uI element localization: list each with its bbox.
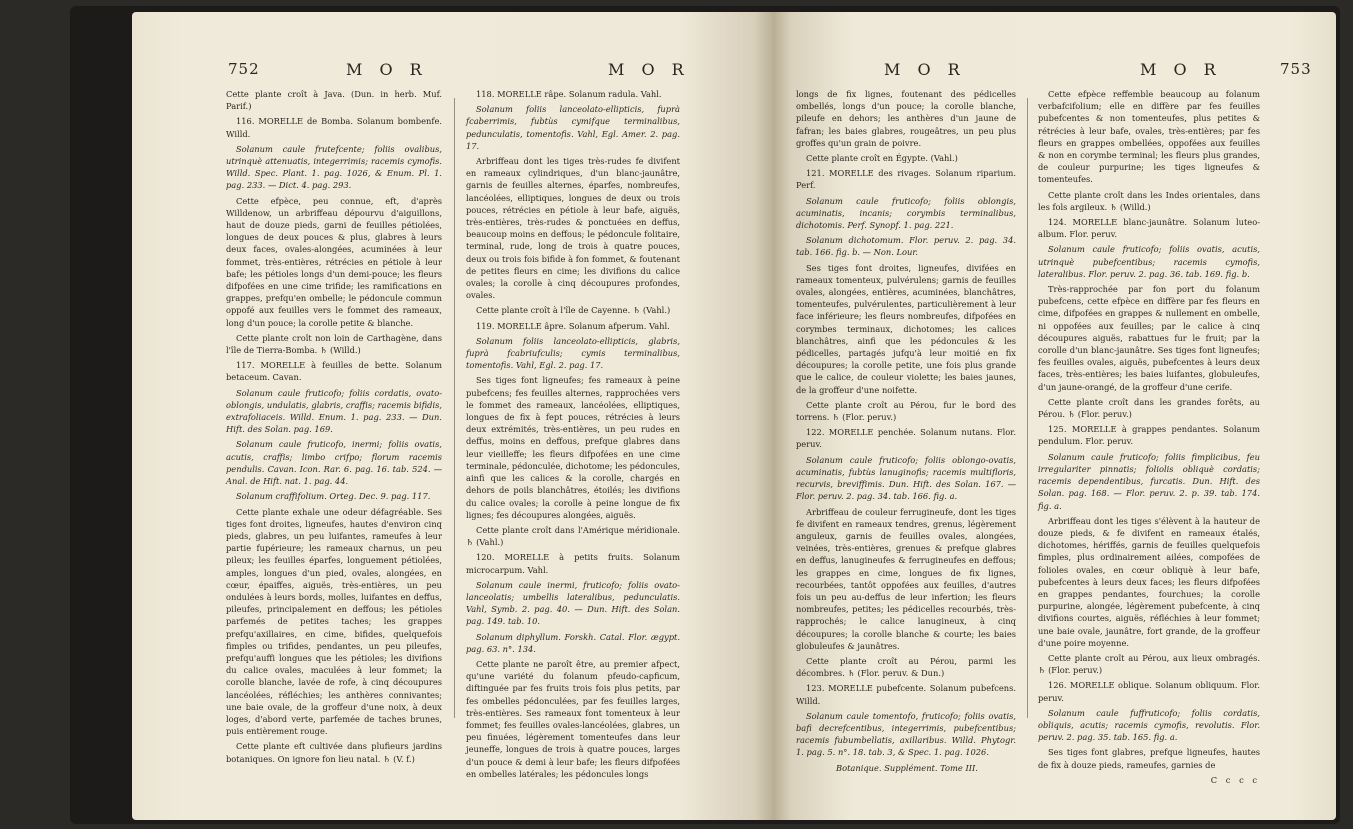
paragraph: Cette plante exhale une odeur défagréable. Ses tiges font droites, ligneufes, hautes d'environ cinq pieds, glabres, un peu luifantes, rameufes à leur partie fupérieure; les rameaux charnus, un peu pileux; les feuilles éparfes, longuement pétiolées, amples, longues d'un pied, ovales, alongées, en cœur, épaiffes, aiguës, très-entières, un peu ondulées à leurs bords, molles, luifantes en deffus, pileufes, principalement en deffous; les pétioles parfemés de petites taches; les grappes prefqu'axillaires, en cime, bifides, quelquefois fimples ou trifides, pendantes, un peu pileufes, prefqu'auffi longues que les pétioles; les divifions du calice ovales, maculées à leur fommet; la corolle blanche, lavée de rofe, à cinq découpures lancéolées, réfléchies; les anthères connivantes; une baie ovale, de la groffeur d'une noix, à deux loges, d'abord verte, parfemée de taches brunes, puis entièrement rouge. — [226, 506, 442, 737]
paragraph: Solanum caule fruticofo; foliis oblongo-ovatis, acuminatis, fubtùs lanuginofis; racemis multifloris, recurvis, breviffimis. Dun. Hift. des Solan. 167. — Flor. peruv. 2. pag. 34. tab. 166. fig. a. — [796, 454, 1016, 502]
book-spread — [70, 6, 1340, 824]
paragraph: Solanum foliis lanceolato-ellipticis, glabris, fuprà fcabriufculis; cymis terminalibus, tomentofis. Vahl, Egl. 2. pag. 17. — [466, 335, 680, 371]
paragraph: Solanum caule frutefcente; foliis ovalibus, utrinquè attenuatis, integerrimis; racemis cymofis. Willd. Spec. Plant. 1. pag. 1026, & Enum. Pl. 1. pag. 233. — Dict. 4. pag. 293. — [226, 143, 442, 191]
entry-heading: 121. MORELLE des rivages. Solanum riparium. Perf. — [796, 168, 1016, 191]
paragraph: Cette plante croît à l'île de Cayenne. ♄ (Vahl.) — [476, 305, 671, 316]
paragraph: Solanum caule tomentofo, fruticofo; foliis ovatis, bafi decrefcentibus, integerrimis, pubefcentibus; racemis fubumbellatis, axillaribus. Willd. Phytogr. 1. pag. 5. n°. 18. tab. 3, & Spec. 1. pag. 1026. — [796, 710, 1016, 758]
running-head: M O R — [346, 60, 428, 79]
entry-heading: 120. MORELLE à petits fruits. Solanum microcarpum. Vahl. — [466, 552, 680, 575]
paragraph: Solanum caule inermi, fruticofo; foliis ovato-lanceolatis; umbellis lateralibus, pedunculatis. Vahl, Symb. 2. pag. 40. — Dun. Hift. des Solan. pag. 149. tab. 10. — [466, 579, 680, 627]
running-head: M O R — [608, 60, 690, 79]
page-number: 753 — [1280, 60, 1312, 78]
text-column — [226, 88, 442, 764]
paragraph: Solanum dichotomum. Flor. peruv. 2. pag. 34. tab. 166. fig. b. — Non. Lour. — [796, 235, 1016, 258]
entry-heading: 123. MORELLE pubefcente. Solanum pubefcens. Willd. — [796, 683, 1016, 706]
right-page — [774, 12, 1336, 820]
paragraph: Ses tiges font ligneufes; fes rameaux à peine pubefcens; fes feuilles alternes, rapprochées vers le fommet des rameaux, lancéolées, elliptiques, longues de fix à fept pouces, rétrécies à leurs deux extrémités, très-entières, un peu rudes en deffus, moins en deffous, prefque glabres dans leur vieilleffe; les fleurs difpofées en une cime terminale, pédonculée, dichotome; les pédoncules, ainfi que les calices & la corolle, chargés en dehors de poils blanchâtres, étoilés; les divifions du calice ovales; la corolle à peine longue de fix lignes; fes découpures alongées, aiguës. — [466, 375, 680, 520]
paragraph: Cette plante croît en Égypte. (Vahl.) — [806, 153, 958, 164]
paragraph: Cette plante eft cultivée dans plufieurs jardins botaniques. On ignore fon lieu natal. ♄ (V. f.) — [226, 741, 442, 764]
paragraph: Solanum caule fuffruticofo; foliis cordatis, obliquis, acutis; racemis cymofis, revolutis. Flor. peruv. 2. pag. 35. tab. 165. fig. a. — [1038, 707, 1260, 743]
paragraph: Cette efpèce reffemble beaucoup au folanum verbafcifolium; elle en diffère par fes feuilles pubefcentes & non tomenteufes, plus petites & rétrécies à leur bafe, ovales, très-entières; par fes fleurs en grappes ombellées, oppofées aux feuilles & non en corymbe terminal; les fleurs plus grandes, de couleur purpurine; les tiges ligneufes & tomenteufes. — [1038, 89, 1260, 185]
entry-heading: 116. MORELLE de Bomba. Solanum bombenfe. Willd. — [226, 116, 442, 139]
paragraph: longs de fix lignes, foutenant des pédicelles ombellés, longs d'un pouce; la corolle blanche, pileufe en dehors; les anthères d'un jaune de fafran; les baies glabres, rougeâtres, un peu plus groffes qu'un grain de poivre. — [796, 89, 1016, 148]
paragraph: Solanum foliis lanceolato-ellipticis, fuprà fcaberrimis, fubtùs cymifque terminalibus, pedunculatis, tomentofis. Vahl, Egl. Amer. 2. pag. 17. — [466, 104, 680, 151]
page-number: 752 — [228, 60, 260, 78]
entry-heading: 119. MORELLE âpre. Solanum afperum. Vahl. — [476, 320, 670, 331]
left-page-header — [132, 60, 774, 88]
paragraph: Cette efpèce, peu connue, eft, d'après Willdenow, un arbriffeau dépourvu d'aiguillons, haut de douze pieds, garni de feuilles pétiolées, longues de deux pouces & plus, glabres à leurs deux faces, ovales-alongées, acuminées à leur fommet, très-entières, rétrécies en pétiole à leur bafe; les pétioles longs d'un demi-pouce; les fleurs difpofées en une cime trifide; les ramifications en grappes, prefqu'en ombelle; le pédoncule commun oppofé aux feuilles vers le fommet des rameaux, long d'un pouce; la corolle petite & blanche. — [226, 195, 442, 328]
right-page-header — [774, 60, 1336, 88]
paragraph: Solanum caule fruticofo; foliis fimplicibus, feu irregulariter pinnatis; foliolis obliquè cordatis; racemis dependentibus, furcatis. Dun. Hift. des Solan. pag. 168. — Flor. peruv. 2. p. 39. tab. 174. fig. a. — [1038, 451, 1260, 511]
entry-heading: 125. MORELLE à grappes pendantes. Solanum pendulum. Flor. peruv. — [1038, 424, 1260, 447]
paragraph: Solanum caule fruticofo; foliis ovatis, acutis, utrinquè pubefcentibus; racemis cymofis, lateralibus. Flor. peruv. 2. pag. 36. tab. 169. fig. b. — [1038, 244, 1260, 279]
paragraph: Solanum craffifolium. Orteg. Dec. 9. pag. 117. — [236, 491, 431, 502]
paragraph: Cette plante croît au Pérou, parmi les décombres. ♄ (Flor. peruv. & Dun.) — [796, 655, 1016, 679]
paragraph: Botanique. Supplément. Tome III. — [836, 762, 978, 773]
left-page — [132, 12, 774, 820]
paragraph: Arbriffeau dont les tiges s'élèvent à la hauteur de douze pieds, & fe divifent en rameaux étalés, dichotomes, hériffés, garnis de feuilles quelquefois fimples, plus ordinairement ailées, compofées de folioles ovales, en cœur obliquè à leur bafe, pubefcentes à leurs deux faces; les fleurs difpofées en grappes pendantes, fourchues; la corolle purpurine, alongée, légèrement pubefcente, à cinq divifions courtes, aiguës, réfléchies à leur fommet; une baie ovale, jaunâtre, fort grande, de la groffeur d'une poire moyenne. — [1038, 515, 1260, 648]
paragraph: Solanum caule fruticofo, inermi; foliis ovatis, acutis, craffis; limbo crifpo; florum racemis pendulis. Cavan. Icon. Rar. 6. pag. 16. tab. 524. — Anal. de Hift. nat. 1. pag. 44. — [226, 439, 442, 487]
paragraph: Cette plante croît non loin de Carthagène, dans l'île de Tierra-Bomba. ♄ (Willd.) — [226, 332, 442, 356]
paragraph: Cette plante croît à Java. (Dun. in herb. Muf. Parif.) — [226, 89, 442, 112]
paragraph: Solanum diphyllum. Forskh. Catal. Flor. ægypt. pag. 63. n°. 134. — [466, 631, 680, 654]
text-column — [1038, 88, 1260, 785]
entry-heading: 118. MORELLE râpe. Solanum radula. Vahl. — [476, 89, 662, 99]
paragraph: Arbriffeau dont les tiges très-rudes fe divifent en rameaux cylindriques, d'un blanc-jaunâtre, garnis de feuilles alternes, éparfes, nombreufes, lancéolées, elliptiques, longues de deux ou trois pouces, rétrécies en pétiole à leur bafe, aiguës, très-entières, très-rudes & ponctuées en deffus, beaucoup moins en deffous; le pédoncule folitaire, terminal, rude, long de trois à quatre pouces, deux ou trois fois bifide à fon fommet, & foutenant de petites fleurs en cime; les divifions du calice ovales; la corolle à cinq découpures profondes, ovales. — [466, 156, 680, 301]
column-divider — [454, 98, 455, 718]
running-head: M O R — [1140, 60, 1222, 79]
entry-heading: 122. MORELLE penchée. Solanum nutans. Flor. peruv. — [796, 427, 1016, 450]
paragraph: Cette plante croît au Pérou, fur le bord des torrens. ♄ (Flor. peruv.) — [796, 399, 1016, 423]
paragraph: Très-rapprochée par fon port du folanum pubefcens, cette efpèce en diffère par fes fleurs en cime, difpofées en grappes & nullement en ombelle, ni oppofées aux feuilles; par le calice à cinq découpures aiguës, rabattues fur le fruit; par la corolle d'un blanc-jaunâtre. Ses tiges font ligneufes; fes feuilles ovales, aiguës, pubefcentes à leurs deux faces, très-entières; les baies luifantes, globuleufes, d'un jaune-orangé, de la groffeur d'une cerife. — [1038, 284, 1260, 392]
running-head: M O R — [884, 60, 966, 79]
entry-heading: 117. MORELLE à feuilles de bette. Solanum betaceum. Cavan. — [226, 360, 442, 383]
column-divider — [1027, 98, 1028, 718]
paragraph: Cette plante croît au Pérou, aux lieux ombragés. ♄ (Flor. peruv.) — [1038, 652, 1260, 676]
paragraph: Cette plante croît dans l'Amérique méridionale. ♄ (Vahl.) — [466, 524, 680, 548]
entry-heading: 126. MORELLE oblique. Solanum obliquum. Flor. peruv. — [1038, 680, 1260, 703]
paragraph: Cette plante croît dans les Indes orientales, dans les fols argileux. ♄ (Willd.) — [1038, 189, 1260, 212]
text-column — [796, 88, 1016, 773]
text-column — [466, 88, 680, 779]
paragraph: Solanum caule fruticofo; foliis cordatis, ovato-oblongis, undulatis, glabris, craffis; racemis bifidis, extrafoliaceis. Willd. Enum. 1. pag. 233. — Dun. Hift. des Solan. pag. 169. — [226, 387, 442, 435]
paragraph: Cette plante ne paroît être, au premier afpect, qu'une variété du folanum pfeudo-capficum, diftinguée par fes fruits trois fois plus petits, par fes ombelles pédonculées, par fes feuilles larges, très-entières. Ses rameaux font tomenteux à leur fommet; fes feuilles ovales-lancéolées, glabres, un peu finuées, légèrement tomenteufes dans leur jeuneffe, longues de trois à quatre pouces, larges d'un pouce & demi à leur bafe; les fleurs difpofées en ombelles latérales; les pédoncules longs — [466, 658, 680, 779]
paragraph: Ses tiges font droites, ligneufes, divifées en rameaux tomenteux, pulvérulens; garnis de feuilles ovales, alongées, entières, acuminées, blanchâtres, tomenteufes, pulvérulentes, particulièrement à leur face inférieure; les fleurs nombreufes, difpofées en corymbes terminaux, dichotomes; les calices blanchâtres, ainfi que les pédoncules & les pédicelles, partagés jufqu'à leur moitié en fix découpures; la corolle petite, une fois plus grande que le calice, de couleur violette; les baies jaunes, de la groffeur d'une noifette. — [796, 262, 1016, 395]
entry-heading: 124. MORELLE blanc-jaunâtre. Solanum luteo-album. Flor. peruv. — [1038, 217, 1260, 240]
paragraph: Solanum caule fruticofo; foliis oblongis, acuminatis, incanis; corymbis terminalibus, dichotomis. Perf. Synopf. 1. pag. 221. — [796, 195, 1016, 231]
paragraph: Ses tiges font glabres, prefque ligneufes, hautes de fix à douze pieds, rameufes, garnies de — [1038, 747, 1260, 770]
paragraph: Arbriffeau de couleur ferrugineufe, dont les tiges fe divifent en rameaux tendres, grenus, légèrement anguleux, garnis de feuilles ovales, alongées, veinées, très-entières, grenues & prefque glabres en deffus, lanugineufes & ferrugineufes en deffous; les grappes en cime, longues de fix lignes, recourbées, tantôt oppofées aux feuilles, d'autres fois un peu au-deffus de leur infertion; les fleurs nombreufes, petites; les pédicelles recourbés, très-rapprochés; le calice lanugineux, à cinq découpures; la corolle blanche & courte; les baies globuleufes & jaunâtres. — [796, 506, 1016, 651]
paragraph: Cette plante croît dans les grandes forêts, au Pérou. ♄ (Flor. peruv.) — [1038, 396, 1260, 420]
paragraph: C c c c — [1210, 774, 1260, 785]
